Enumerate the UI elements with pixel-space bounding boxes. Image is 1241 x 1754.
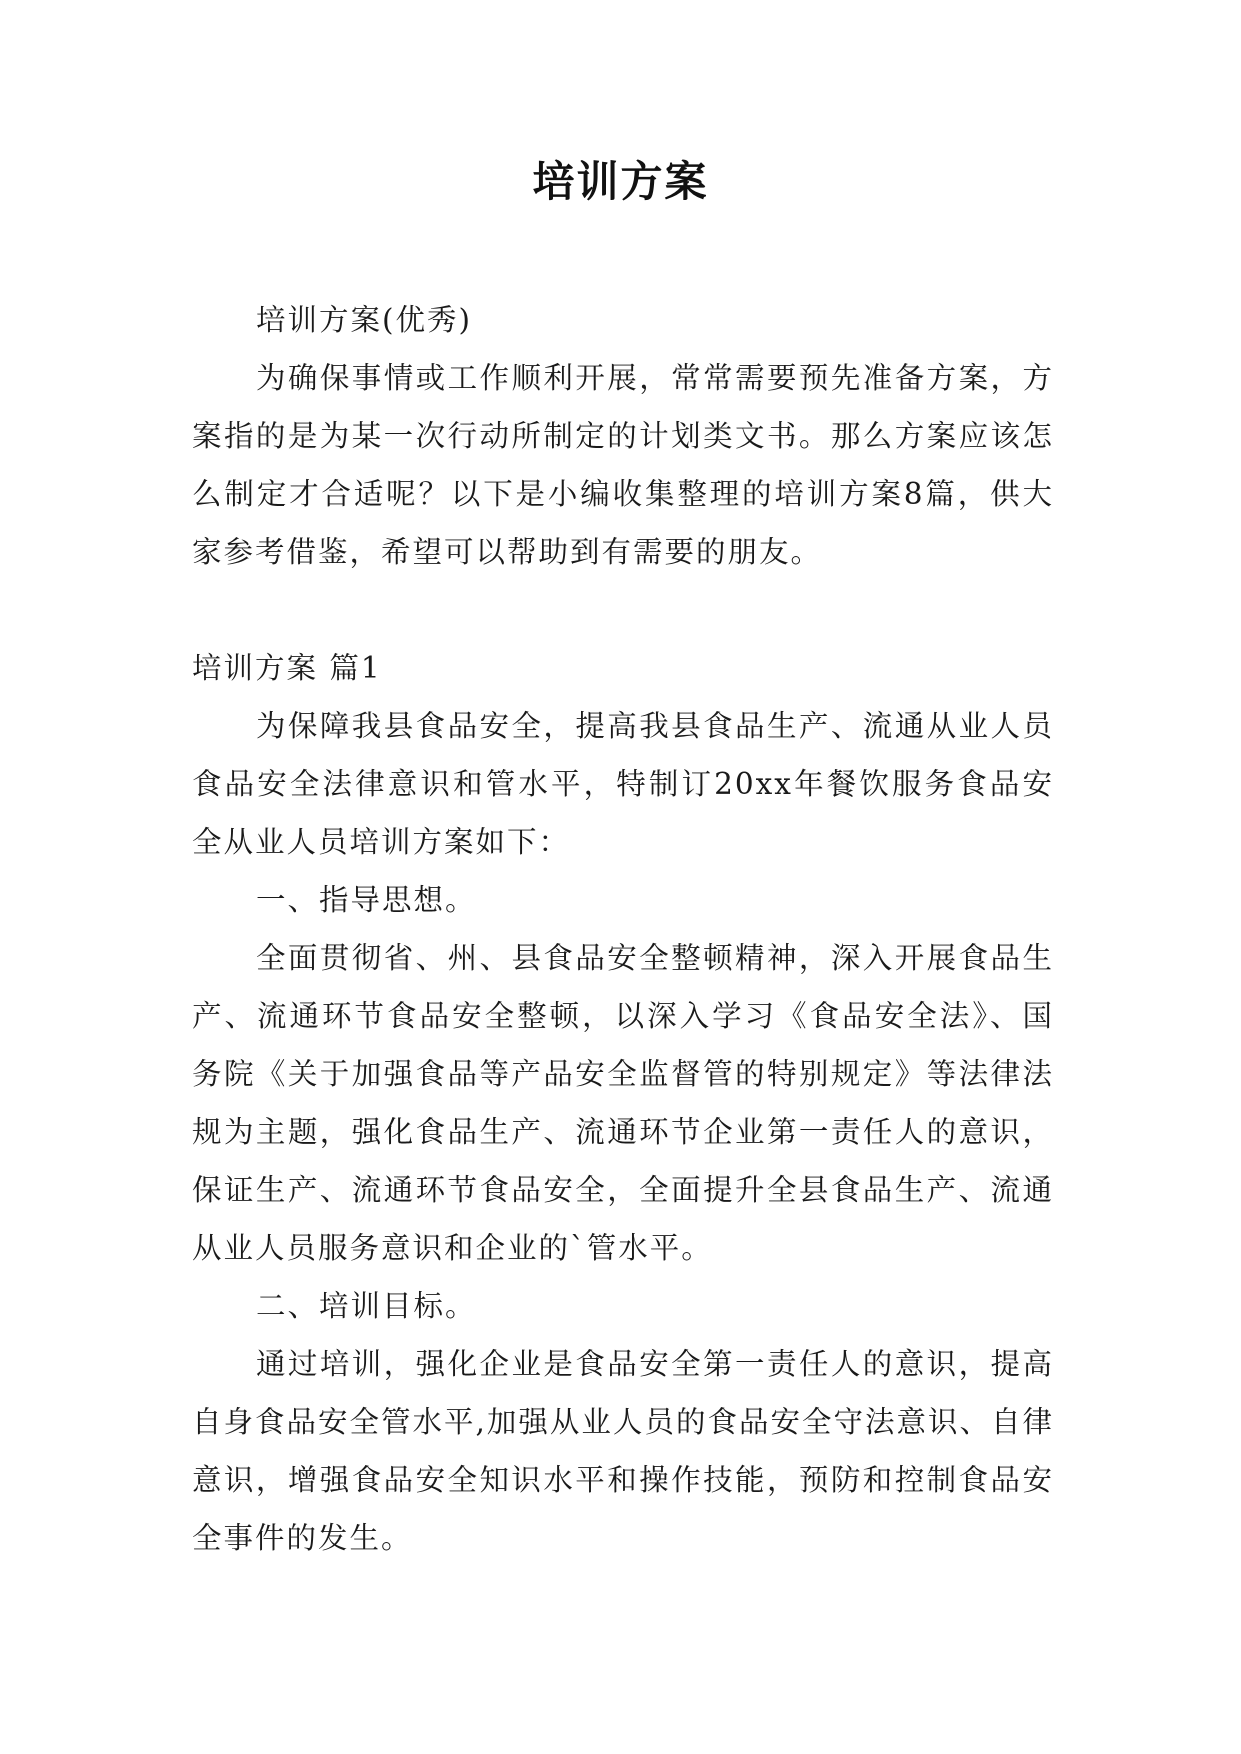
document-body: [192, 291, 1054, 1567]
heading-training-goals: 二、培训目标。: [256, 1289, 477, 1323]
paragraph-gap: [192, 581, 1054, 639]
subtitle-paragraph: 培训方案(优秀): [256, 303, 473, 337]
heading-guiding-ideology: 一、指导思想。: [256, 883, 477, 917]
intro-paragraph: 为确保事情或工作顺利开展，常常需要预先准备方案，方案指的是为某一次行动所制定的计划类文书。那么方案应该怎么制定才合适呢？以下是小编收集整理的培训方案8篇，供大家参考借鉴，希望可以帮助到有需要的朋友。: [192, 361, 1054, 569]
guiding-ideology-paragraph: 全面贯彻省、州、县食品安全整顿精神，深入开展食品生产、流通环节食品安全整顿，以深入学习《食品安全法》、国务院《关于加强食品等产品安全监督管的特别规定》等法律法规为主题，强化食品生产、流通环节企业第一责任人的意识，保证生产、流通环节食品安全，全面提升全县食品生产、流通从业人员服务意识和企业的`管水平。: [192, 941, 1054, 1265]
document-title: 培训方案: [532, 157, 709, 206]
section-heading: 培训方案 篇1: [192, 651, 382, 685]
training-goals-paragraph: 通过培训，强化企业是食品安全第一责任人的意识，提高自身食品安全管水平,加强从业人员的食品安全守法意识、自律意识，增强食品安全知识水平和操作技能，预防和控制食品安全事件的发生。: [192, 1347, 1054, 1555]
section-intro-paragraph: 为保障我县食品安全，提高我县食品生产、流通从业人员食品安全法律意识和管水平，特制订20xx年餐饮服务食品安全从业人员培训方案如下：: [192, 709, 1054, 859]
